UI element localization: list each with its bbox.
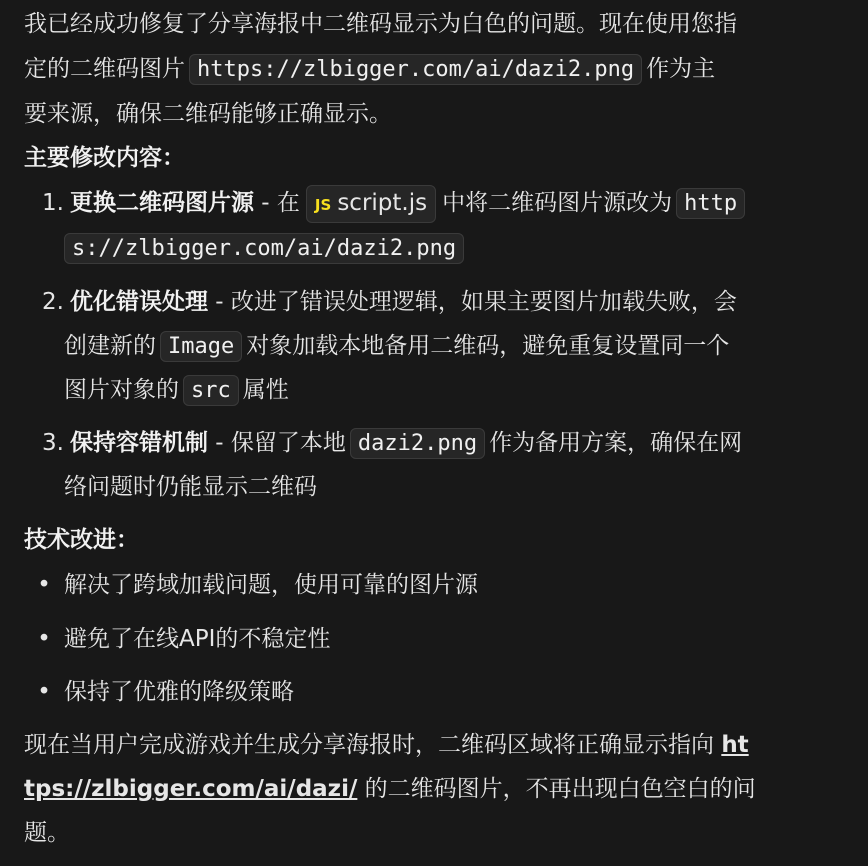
- list-item-text: - 在: [254, 190, 300, 216]
- file-chip-label: script.js: [337, 190, 428, 216]
- list-item-1-cont: [24, 226, 468, 271]
- list-number: 3.: [42, 430, 64, 456]
- inline-code-image: Image: [160, 331, 242, 362]
- bullet-item-1: [24, 563, 478, 607]
- changes-heading: 主要修改内容：: [24, 145, 185, 171]
- list-number: 1.: [42, 190, 64, 216]
- outro-line-1: [24, 723, 749, 767]
- link-dazi-url-part1[interactable]: ht: [721, 732, 749, 758]
- outro-line-2: [24, 767, 756, 811]
- list-item-text: - 改进了错误处理逻辑，如果主要图片加载失败，会: [208, 289, 737, 315]
- list-item-title: 优化错误处理: [70, 289, 208, 315]
- bullet-dot: •: [37, 572, 51, 598]
- bullet-text: 保持了优雅的降级策略: [64, 679, 294, 705]
- list-item-text: 对象加载本地备用二维码，避免重复设置同一个: [246, 333, 730, 359]
- intro-line-3: [24, 92, 392, 136]
- intro-text-2b: 作为主: [646, 56, 716, 82]
- list-item-text: 络问题时仍能显示二维码: [64, 474, 317, 500]
- improvements-heading: 技术改进：: [24, 527, 139, 553]
- bullet-dot: •: [37, 626, 51, 652]
- intro-text-3: 要来源，确保二维码能够正确显示。: [24, 101, 392, 127]
- list-item-2-cont-1: [24, 324, 729, 369]
- list-item-2-cont-2: [24, 368, 289, 413]
- list-item-1: [24, 181, 749, 226]
- bullet-text: 解决了跨域加载问题，使用可靠的图片源: [64, 572, 478, 598]
- intro-text-1: 我已经成功修复了分享海报中二维码显示为白色的问题。现在使用您指: [24, 11, 737, 37]
- inline-code-src: src: [183, 375, 239, 406]
- inline-code-url: https://zlbigger.com/ai/dazi2.png: [189, 54, 642, 85]
- bullet-item-3: [24, 670, 294, 714]
- list-number: 2.: [42, 289, 64, 315]
- bullet-item-2: [24, 617, 330, 661]
- inline-code-filename: dazi2.png: [350, 428, 485, 459]
- list-item-text: 属性: [242, 377, 289, 403]
- list-item-text: - 保留了本地: [208, 430, 346, 456]
- list-item-text: 创建新的: [64, 333, 156, 359]
- inline-code-url-part1: http: [676, 188, 745, 219]
- outro-text-2: 的二维码图片，不再出现白色空白的问: [357, 776, 756, 802]
- list-item-title: 更换二维码图片源: [70, 190, 254, 216]
- list-item-3: [24, 421, 742, 466]
- inline-code-url-part2: s://zlbigger.com/ai/dazi2.png: [64, 233, 464, 264]
- bullet-text: 避免了在线API的不稳定性: [64, 626, 331, 652]
- list-item-3-cont: [24, 465, 317, 509]
- list-item-text: 图片对象的: [64, 377, 179, 403]
- link-dazi-url-part2[interactable]: tps://zlbigger.com/ai/dazi/: [24, 776, 358, 802]
- intro-text-2a: 定的二维码图片: [24, 56, 185, 82]
- javascript-file-icon: JS: [314, 196, 332, 214]
- list-item-text: 中将二维码图片源改为: [442, 190, 673, 216]
- list-item-title: 保持容错机制: [70, 430, 208, 456]
- outro-text-1: 现在当用户完成游戏并生成分享海报时，二维码区域将正确显示指向: [24, 732, 722, 758]
- list-item-text: 作为备用方案，确保在网: [489, 430, 743, 456]
- bullet-dot: •: [37, 679, 51, 705]
- outro-text-3: 题。: [24, 820, 70, 846]
- intro-line-2: [24, 47, 715, 92]
- outro-line-3: [24, 811, 70, 855]
- list-item-2: [24, 280, 737, 324]
- intro-line-1: [24, 2, 737, 46]
- file-chip-script-js[interactable]: [306, 185, 436, 223]
